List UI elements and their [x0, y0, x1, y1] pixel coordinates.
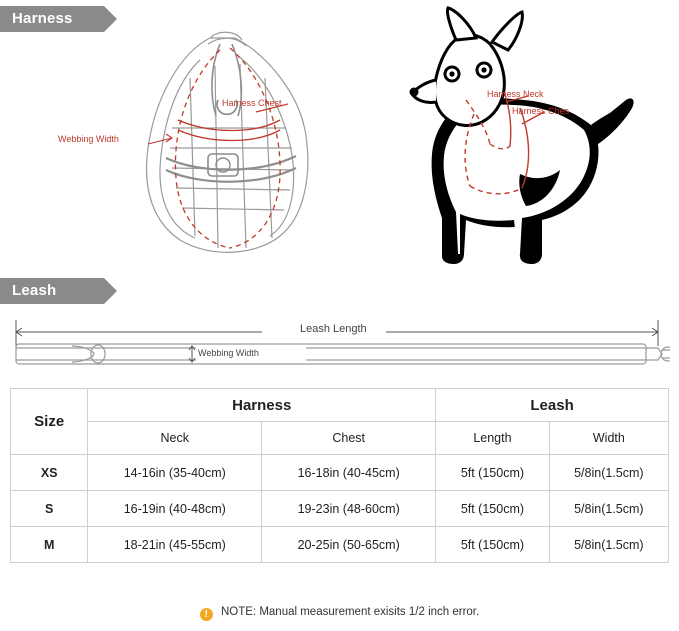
dog-illustration	[370, 4, 670, 294]
table-row	[11, 527, 669, 563]
warning-icon: !	[200, 608, 213, 621]
cell-length: 5ft (150cm)	[436, 527, 550, 563]
cell-size: S	[11, 491, 88, 527]
cell-width: 5/8in(1.5cm)	[549, 455, 668, 491]
table-row	[11, 491, 669, 527]
header-neck: Neck	[88, 422, 262, 455]
cell-neck: 18-21in (45-55cm)	[88, 527, 262, 563]
section-banner-leash	[0, 278, 104, 304]
cell-length: 5ft (150cm)	[436, 455, 550, 491]
webbing-width-label: Webbing Width	[58, 134, 119, 144]
cell-width: 5/8in(1.5cm)	[549, 491, 668, 527]
section-banner-harness-label: Harness	[12, 10, 73, 27]
harness-illustration	[60, 8, 390, 288]
leash-illustration	[10, 312, 670, 374]
dog-harness-chest-label: Harness Ches	[512, 106, 570, 116]
table-header-sub-row	[11, 422, 669, 455]
cell-chest: 20-25in (50-65cm)	[262, 527, 436, 563]
header-size: Size	[11, 389, 88, 455]
header-length: Length	[436, 422, 550, 455]
table-header-group-row	[11, 389, 669, 422]
header-harness-group: Harness	[88, 389, 436, 422]
illustrations-area	[0, 0, 679, 300]
header-chest: Chest	[262, 422, 436, 455]
cell-neck: 16-19in (40-48cm)	[88, 491, 262, 527]
leash-webbing-width-label: Webbing Width	[198, 348, 259, 358]
table-row	[11, 455, 669, 491]
cell-size: M	[11, 527, 88, 563]
cell-size: XS	[11, 455, 88, 491]
size-chart-table	[10, 388, 669, 563]
cell-chest: 16-18in (40-45cm)	[262, 455, 436, 491]
header-width: Width	[549, 422, 668, 455]
leash-diagram-svg	[10, 312, 670, 374]
dog-harness-neck-label: Harness Neck	[487, 89, 544, 99]
measurement-note	[0, 606, 679, 621]
section-banner-leash-label: Leash	[12, 282, 57, 299]
harness-chest-label: Harness Chest	[222, 98, 282, 108]
header-leash-group: Leash	[436, 389, 669, 422]
cell-length: 5ft (150cm)	[436, 491, 550, 527]
measurement-note-text: NOTE: Manual measurement exisits 1/2 inch error.	[220, 606, 480, 618]
cell-width: 5/8in(1.5cm)	[549, 527, 668, 563]
leash-length-label: Leash Length	[300, 323, 367, 335]
cell-neck: 14-16in (35-40cm)	[88, 455, 262, 491]
cell-chest: 19-23in (48-60cm)	[262, 491, 436, 527]
